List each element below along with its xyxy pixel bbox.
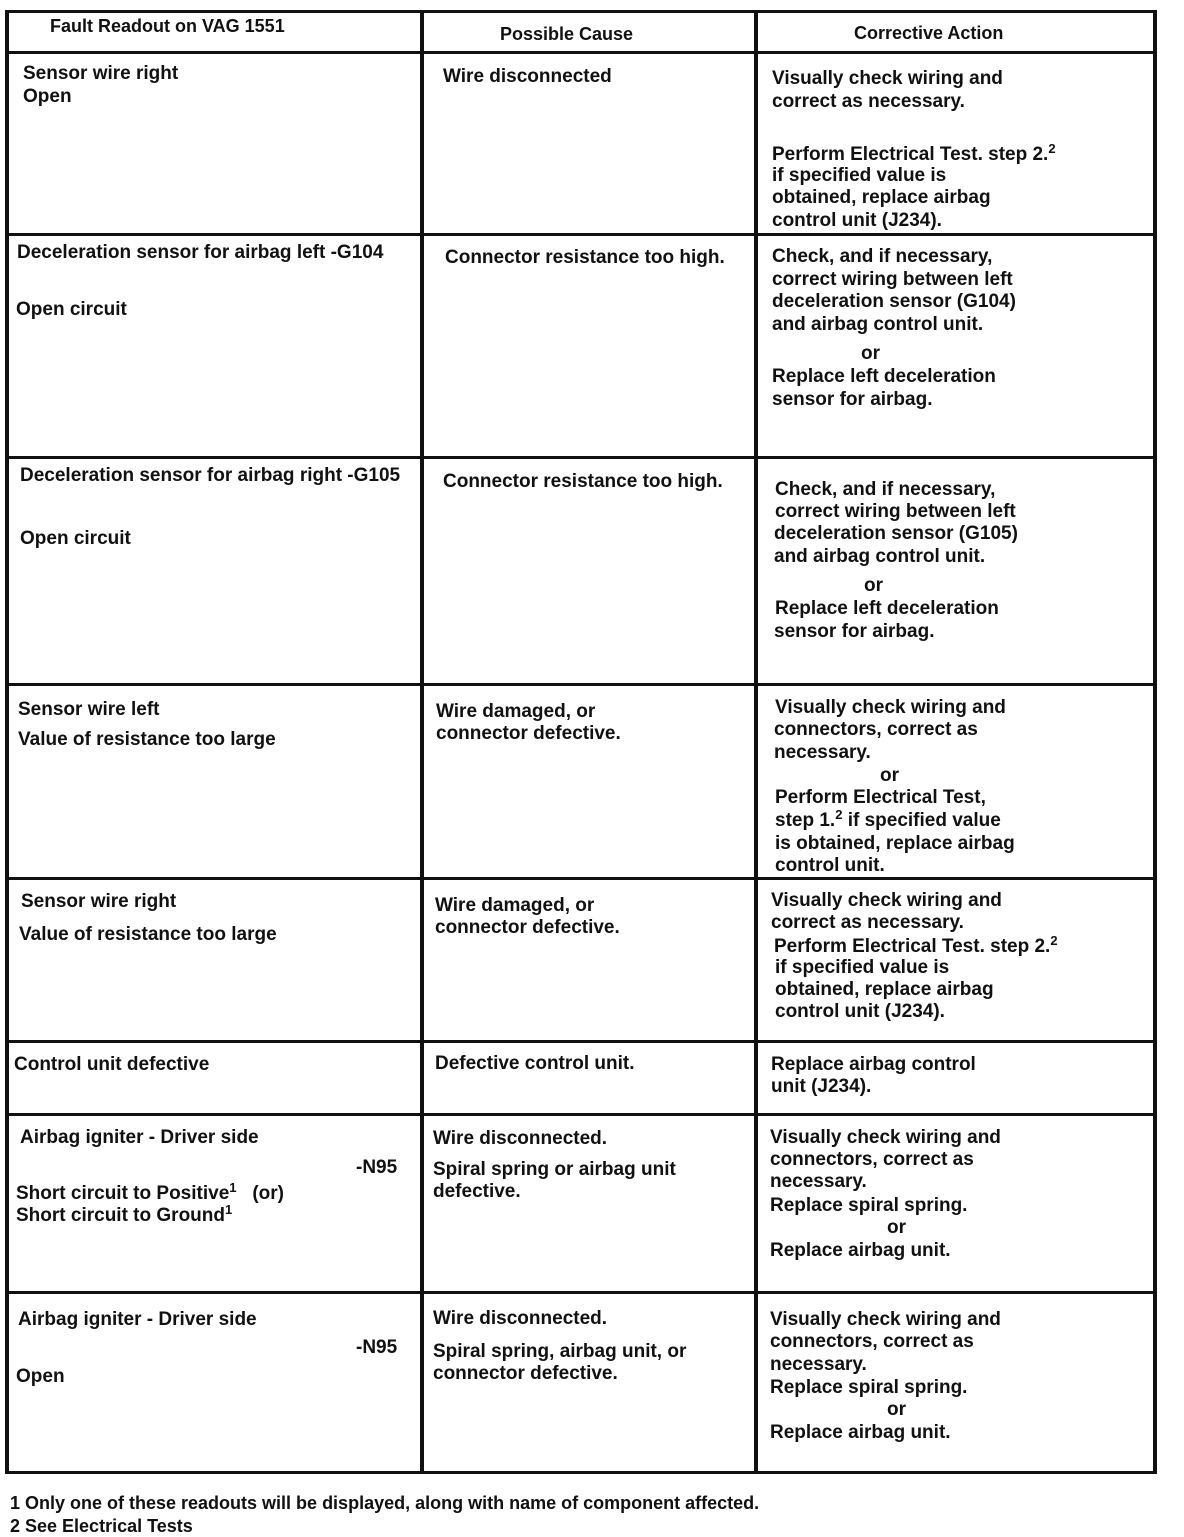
- fault-text: Short circuit to Ground$^1$: [16, 1202, 233, 1226]
- row-divider: [5, 683, 1157, 686]
- fault-text: Deceleration sensor for airbag left -G104: [17, 242, 384, 263]
- action-text: and airbag control unit.: [772, 314, 984, 335]
- table-border-bottom: [5, 1471, 1157, 1474]
- action-text: Replace airbag unit.: [770, 1240, 951, 1261]
- component-code: -N95: [356, 1337, 398, 1358]
- cause-text: connector defective.: [433, 1363, 618, 1384]
- fault-text: Deceleration sensor for airbag right -G105: [20, 465, 401, 486]
- action-text: connectors, correct as: [770, 1331, 974, 1352]
- action-text: Visually check wiring and: [770, 1127, 1001, 1148]
- action-text: obtained, replace airbag: [772, 187, 991, 208]
- cause-text: Connector resistance too high.: [443, 471, 723, 492]
- header-possible-cause: Possible Cause: [500, 24, 634, 44]
- row-divider: [5, 1040, 1157, 1043]
- action-text: Visually check wiring and: [775, 697, 1006, 718]
- action-text: control unit.: [775, 855, 885, 876]
- action-text: Replace left deceleration: [775, 598, 999, 619]
- cause-text: Wire damaged, or: [436, 701, 596, 722]
- footnote-ref: 2: [1048, 141, 1056, 156]
- fault-text: Airbag igniter - Driver side: [20, 1127, 259, 1148]
- footnote-ref: 2: [1050, 933, 1058, 948]
- column-divider-1: [420, 10, 424, 1474]
- action-text: Replace spiral spring.: [770, 1377, 968, 1398]
- action-text: necessary.: [770, 1171, 867, 1192]
- column-divider-2: [754, 10, 758, 1474]
- footnote-1: 1 Only one of these readouts will be displayed, along with name of component affected.: [10, 1493, 760, 1513]
- fault-text: Open circuit: [20, 528, 131, 549]
- footnote-ref: 1: [229, 1180, 237, 1195]
- action-text: correct as necessary.: [771, 912, 964, 933]
- header-fault-readout: Fault Readout on VAG 1551: [50, 16, 285, 36]
- cause-text: Wire disconnected.: [433, 1128, 608, 1149]
- cause-text: Spiral spring or airbag unit: [433, 1159, 676, 1180]
- action-text: Visually check wiring and: [771, 890, 1002, 911]
- or-text: or: [880, 765, 899, 786]
- cause-text: Wire disconnected: [443, 66, 612, 87]
- row-divider: [5, 1291, 1157, 1294]
- fault-text: Short circuit to Positive$^1$ (or): [16, 1180, 284, 1204]
- footnote-ref: 2: [835, 807, 843, 822]
- action-text: Replace spiral spring.: [770, 1195, 968, 1216]
- fault-text: Open: [16, 1366, 65, 1387]
- row-divider: [5, 10, 1157, 13]
- row-divider: [5, 877, 1157, 880]
- action-text: Check, and if necessary,: [772, 246, 993, 267]
- action-text: correct wiring between left: [772, 269, 1013, 290]
- action-text: Replace airbag unit.: [770, 1422, 951, 1443]
- fault-text: Sensor wire right: [23, 63, 179, 84]
- fault-text: Value of resistance too large: [18, 729, 276, 750]
- fault-text: Sensor wire left: [18, 699, 160, 720]
- action-text: Visually check wiring and: [770, 1309, 1001, 1330]
- row-divider: [5, 1113, 1157, 1116]
- action-text: unit (J234).: [771, 1076, 872, 1097]
- cause-text: Wire damaged, or: [435, 895, 595, 916]
- cause-text: Spiral spring, airbag unit, or: [433, 1341, 687, 1362]
- cause-text: defective.: [433, 1181, 521, 1202]
- action-text: deceleration sensor (G104): [772, 291, 1016, 312]
- or-text: or: [864, 575, 883, 596]
- action-text: necessary.: [774, 742, 871, 763]
- component-code: -N95: [356, 1157, 398, 1178]
- or-text: or: [887, 1399, 906, 1420]
- fault-text: Airbag igniter - Driver side: [18, 1309, 257, 1330]
- or-text: or: [887, 1217, 906, 1238]
- or-text: or: [861, 343, 880, 364]
- action-text: Perform Electrical Test. step 2.$^2$: [772, 141, 1056, 165]
- row-divider: [5, 51, 1157, 54]
- action-text: Visually check wiring and: [772, 68, 1003, 89]
- header-corrective-action: Corrective Action: [854, 23, 1004, 43]
- action-text: deceleration sensor (G105): [774, 523, 1018, 544]
- action-text: Check, and if necessary,: [775, 479, 996, 500]
- cause-text: Connector resistance too high.: [445, 247, 725, 268]
- cause-text: connector defective.: [435, 917, 620, 938]
- action-text: correct as necessary.: [772, 91, 965, 112]
- action-text: Replace airbag control: [771, 1054, 976, 1075]
- action-text: sensor for airbag.: [774, 621, 935, 642]
- cause-text: Wire disconnected.: [433, 1308, 608, 1329]
- action-text: and airbag control unit.: [774, 546, 986, 567]
- action-text: if specified value is: [772, 165, 947, 186]
- footnote-2: 2 See Electrical Tests: [10, 1516, 193, 1536]
- fault-table: [5, 10, 1157, 1474]
- row-divider: [5, 456, 1157, 459]
- action-text: obtained, replace airbag: [775, 979, 994, 1000]
- table-border-left: [5, 10, 9, 1474]
- action-text: control unit (J234).: [775, 1001, 945, 1022]
- action-text: connectors, correct as: [774, 719, 978, 740]
- action-text: if specified value is: [775, 957, 950, 978]
- action-text: Perform Electrical Test,: [775, 787, 986, 808]
- action-text: connectors, correct as: [770, 1149, 974, 1170]
- cause-text: Defective control unit.: [435, 1053, 635, 1074]
- action-text: correct wiring between left: [775, 501, 1016, 522]
- fault-text: Open: [23, 86, 72, 107]
- action-text: Replace left deceleration: [772, 366, 996, 387]
- action-text: step 1.$^2$ if specified value: [775, 807, 1001, 831]
- action-text: control unit (J234).: [772, 210, 942, 231]
- footnote-ref: 1: [225, 1202, 233, 1217]
- action-text: necessary.: [770, 1354, 867, 1375]
- action-text: is obtained, replace airbag: [775, 833, 1015, 854]
- action-text: Perform Electrical Test. step 2.$^2$: [774, 933, 1058, 957]
- fault-text: Value of resistance too large: [19, 924, 277, 945]
- row-divider: [5, 233, 1157, 236]
- action-text: sensor for airbag.: [772, 389, 933, 410]
- fault-text: Control unit defective: [14, 1054, 210, 1075]
- table-border-right: [1153, 10, 1157, 1474]
- fault-text: Sensor wire right: [21, 891, 177, 912]
- cause-text: connector defective.: [436, 723, 621, 744]
- fault-text: Open circuit: [16, 299, 127, 320]
